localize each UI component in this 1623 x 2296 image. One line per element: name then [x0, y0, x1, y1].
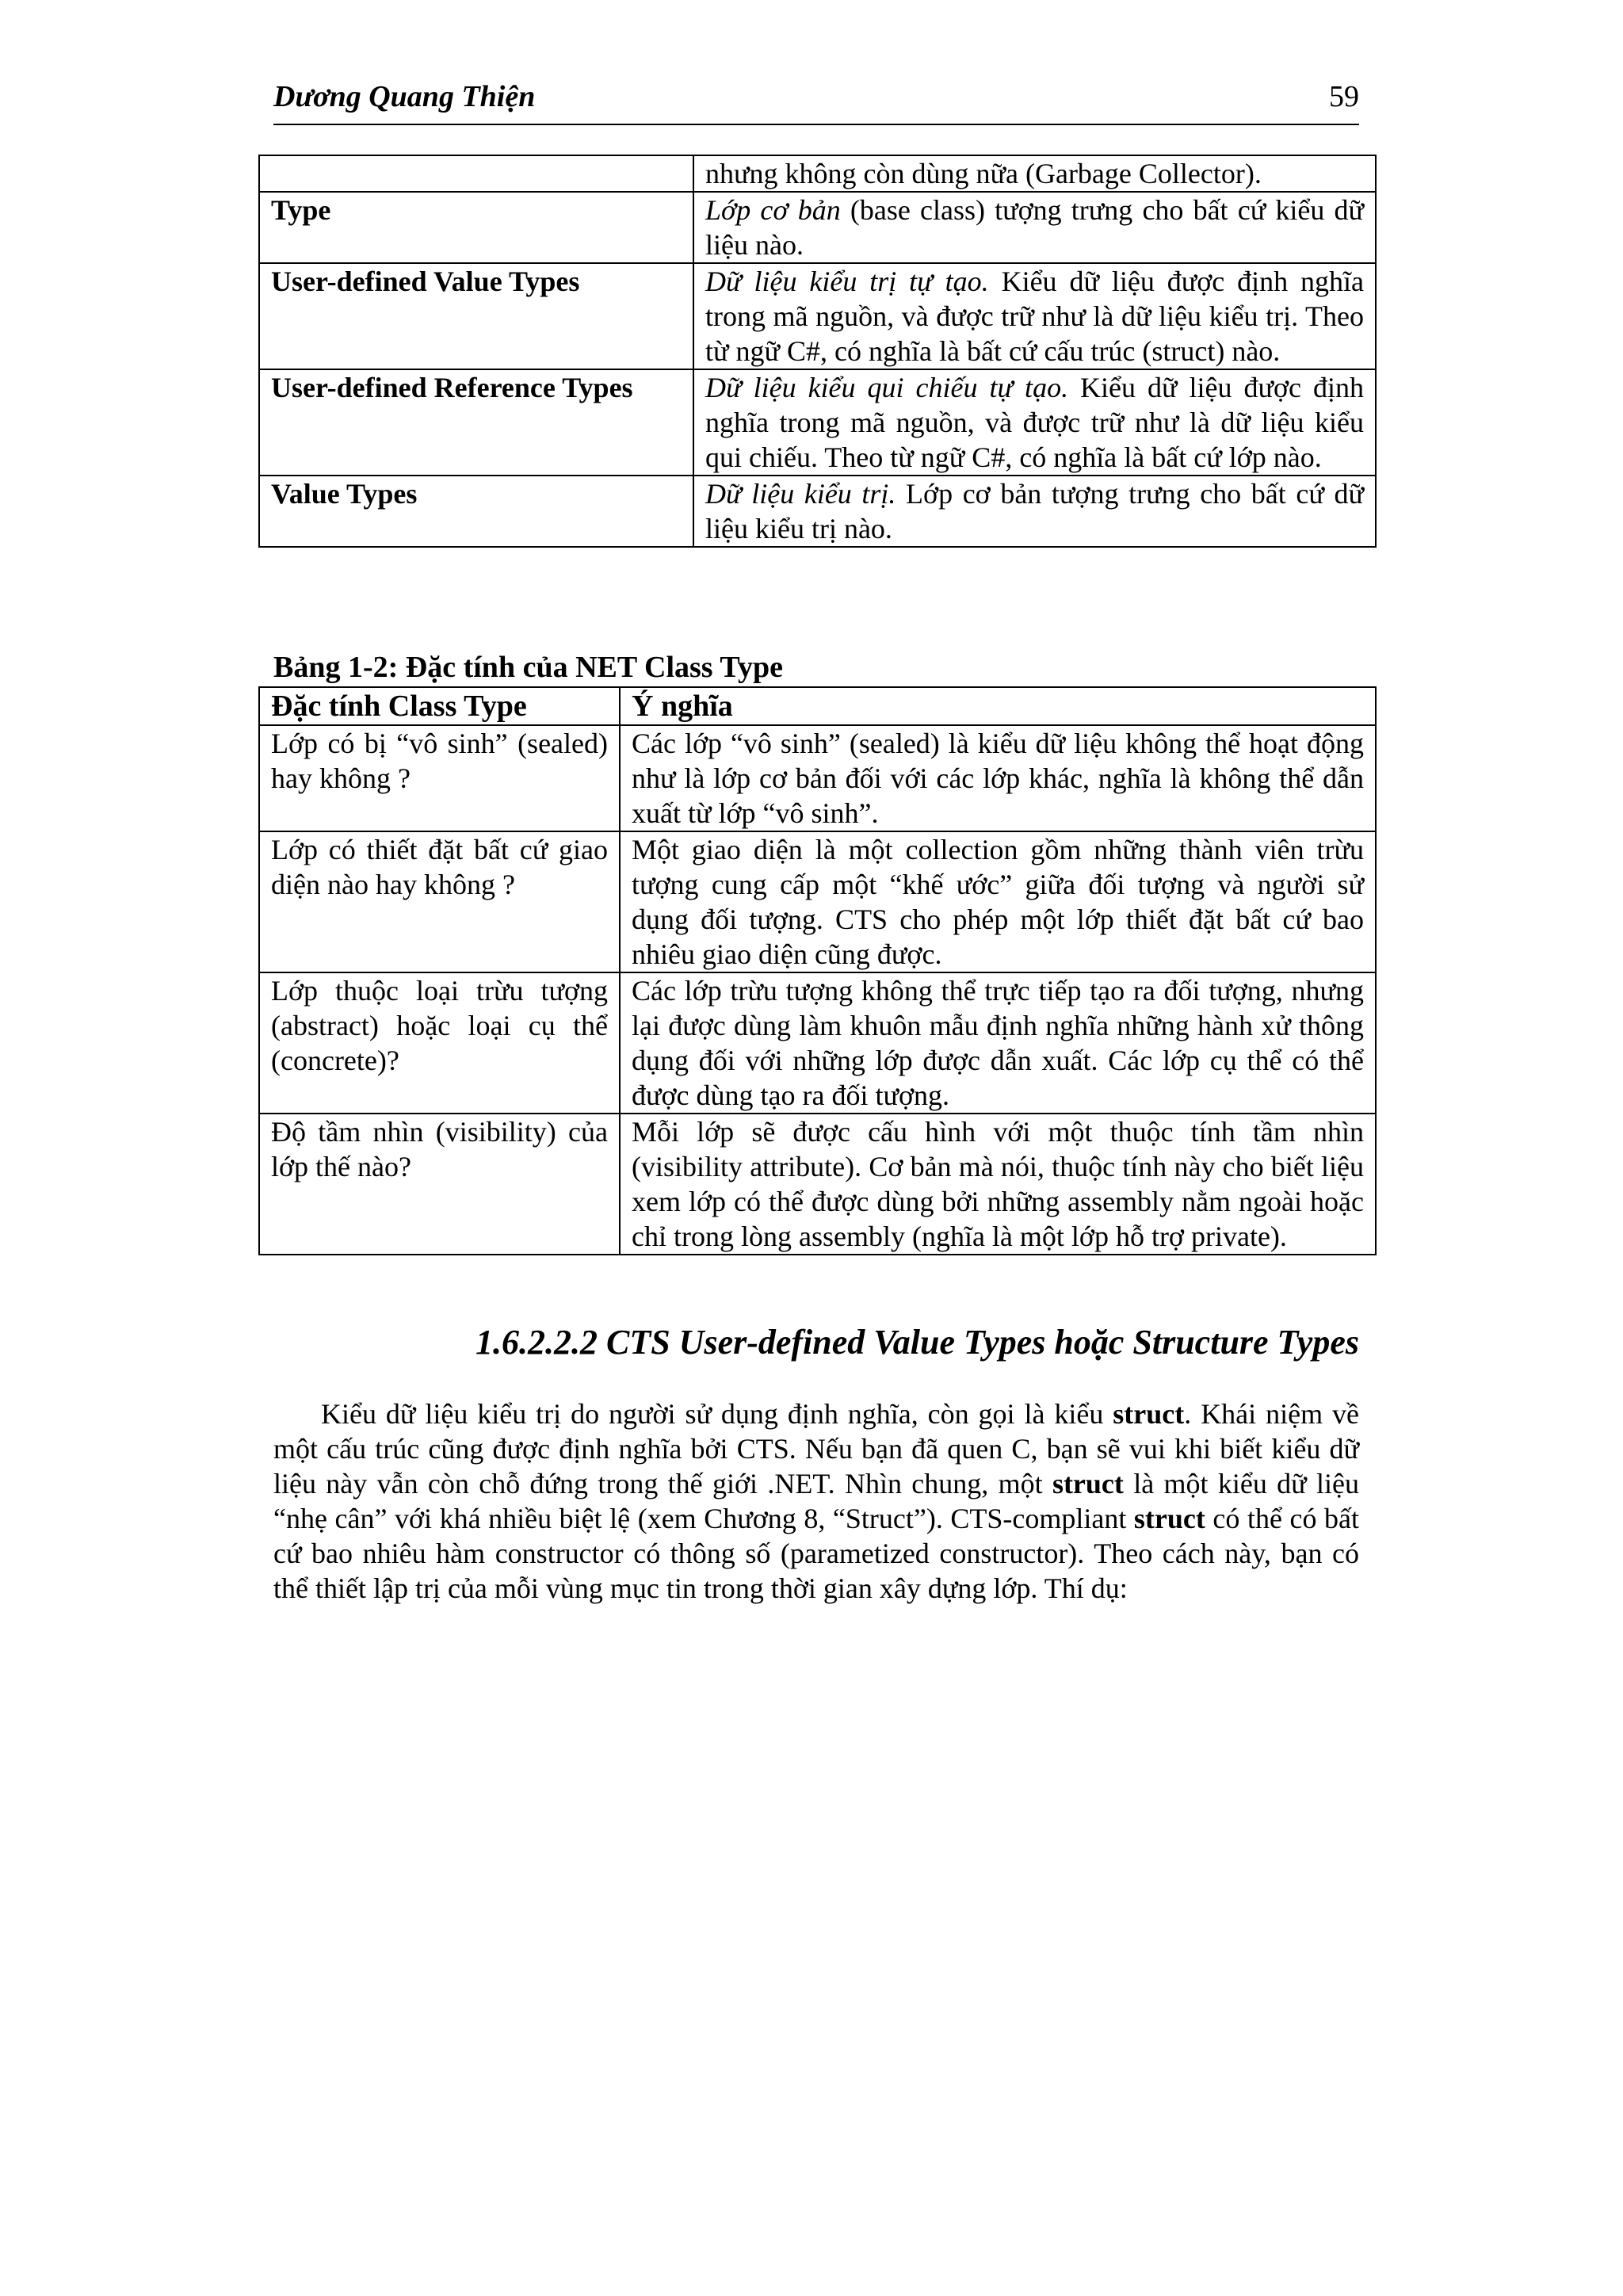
term-cell: User-defined Reference Types — [259, 369, 693, 476]
table-row — [259, 155, 1376, 192]
meaning-cell: Các lớp “vô sinh” (sealed) là kiểu dữ liệu không thể hoạt động như là lớp cơ bản đối với các lớp khác, nghĩa là không thể dẫn xuất từ lớp “vô sinh”. — [620, 725, 1376, 831]
page-header — [273, 79, 1359, 125]
meaning-cell: Các lớp trừu tượng không thể trực tiếp tạo ra đối tượng, nhưng lại được dùng làm khuôn mẫu định nghĩa những hành xử thông dụng đối với những lớp được dẫn xuất. Các lớp cụ thể có thể được dùng tạo ra đối tượng. — [620, 972, 1376, 1114]
body-paragraph — [273, 1396, 1359, 1606]
feature-cell: Độ tầm nhìn (visibility) của lớp thế nào? — [259, 1114, 620, 1255]
description-text: Kiểu dữ liệu được định nghĩa trong mã nguồn, và được trữ như là dữ liệu kiểu trị. Theo từ ngữ C#, có nghĩa là bất cứ cấu trúc (struct) nào. — [705, 266, 1365, 367]
column-header: Đặc tính Class Type — [259, 687, 620, 725]
section-heading: 1.6.2.2.2 CTS User-defined Value Types hoặc Structure Types — [475, 1323, 1359, 1362]
description-text: Kiểu dữ liệu được định nghĩa trong mã nguồn, và được trữ như là dữ liệu kiểu qui chiếu. Theo từ ngữ C#, có nghĩa là bất cứ lớp nào. — [705, 372, 1364, 473]
feature-cell: Lớp có bị “vô sinh” (sealed) hay không ? — [259, 725, 620, 831]
term-cell — [259, 155, 693, 192]
header-author: Dương Quang Thiện — [273, 80, 536, 113]
table-row — [259, 263, 1376, 369]
meaning-cell: Mỗi lớp sẽ được cấu hình với một thuộc tính tầm nhìn (visibility attribute). Cơ bản mà nói, thuộc tính này cho biết liệu xem lớp có thể được dùng bởi những assembly nằm ngoài hoặc chỉ trong lòng assembly (nghĩa là một lớp hỗ trợ private). — [620, 1114, 1376, 1255]
table-row — [259, 725, 1376, 831]
meaning-cell: Một giao diện là một collection gồm những thành viên trừu tượng cung cấp một “khế ước” giữa đối tượng và người sử dụng đối tượng. CTS cho phép một lớp thiết đặt bất cứ bao nhiêu giao diện cũng được. — [620, 831, 1376, 972]
table-row — [259, 972, 1376, 1114]
continuation-cell: nhưng không còn dùng nữa (Garbage Collector). — [693, 155, 1376, 192]
description-cell — [693, 263, 1376, 369]
body-text: có thể có bất cứ bao nhiêu hàm constructor có thông số (parametized constructor). Theo cách này, bạn có thể thiết lập trị của mỗi vùng mục tin trong thời gian xây dựng lớp. Thí dụ: — [273, 1503, 1359, 1604]
body-text: là một kiểu dữ liệu “nhẹ cân” với khá nhiều biệt lệ (xem Chương 8, “Struct”). CTS-compliant — [273, 1468, 1359, 1534]
body-text: . Khái niệm về một cấu trúc cũng được định nghĩa bởi CTS. Nếu bạn đã quen C, bạn sẽ vui khi biết kiểu dữ liệu này vẫn còn chỗ đứng trong thế giới .NET. Nhìn chung, một — [273, 1398, 1359, 1499]
description-italic: Dữ liệu kiểu qui chiếu tự tạo. — [705, 372, 1069, 403]
description-cell — [693, 369, 1376, 476]
keyword-struct: struct — [1113, 1398, 1185, 1430]
description-text: Lớp cơ bản tượng trưng cho bất cứ dữ liệu kiểu trị nào. — [705, 478, 1364, 544]
description-cell — [693, 476, 1376, 547]
body-text: Kiểu dữ liệu kiểu trị do người sử dụng định nghĩa, còn gọi là kiểu — [321, 1398, 1113, 1430]
keyword-struct: struct — [1133, 1503, 1205, 1534]
term-cell: Type — [259, 192, 693, 263]
description-italic: Lớp cơ bản — [705, 194, 841, 226]
table-header-row — [259, 687, 1376, 725]
column-header: Ý nghĩa — [620, 687, 1376, 725]
description-cell — [693, 192, 1376, 263]
description-italic: Dữ liệu kiểu trị. — [705, 478, 896, 510]
term-cell: User-defined Value Types — [259, 263, 693, 369]
table-row — [259, 369, 1376, 476]
description-text: (base class) tượng trưng cho bất cứ kiểu dữ liệu nào. — [705, 194, 1364, 261]
feature-cell: Lớp thuộc loại trừu tượng (abstract) hoặc loại cụ thể (concrete)? — [259, 972, 620, 1114]
class-type-features-table — [258, 686, 1377, 1255]
header-page-number: 59 — [1329, 80, 1359, 113]
keyword-struct: struct — [1052, 1468, 1124, 1499]
description-italic: Dữ liệu kiểu trị tự tạo. — [705, 266, 989, 297]
feature-cell: Lớp có thiết đặt bất cứ giao diện nào hay không ? — [259, 831, 620, 972]
table-row — [259, 476, 1376, 547]
table-row — [259, 192, 1376, 263]
table-caption: Bảng 1-2: Đặc tính của NET Class Type — [273, 651, 783, 684]
term-cell: Value Types — [259, 476, 693, 547]
cts-types-table — [258, 155, 1377, 548]
table-row — [259, 831, 1376, 972]
table-row — [259, 1114, 1376, 1255]
